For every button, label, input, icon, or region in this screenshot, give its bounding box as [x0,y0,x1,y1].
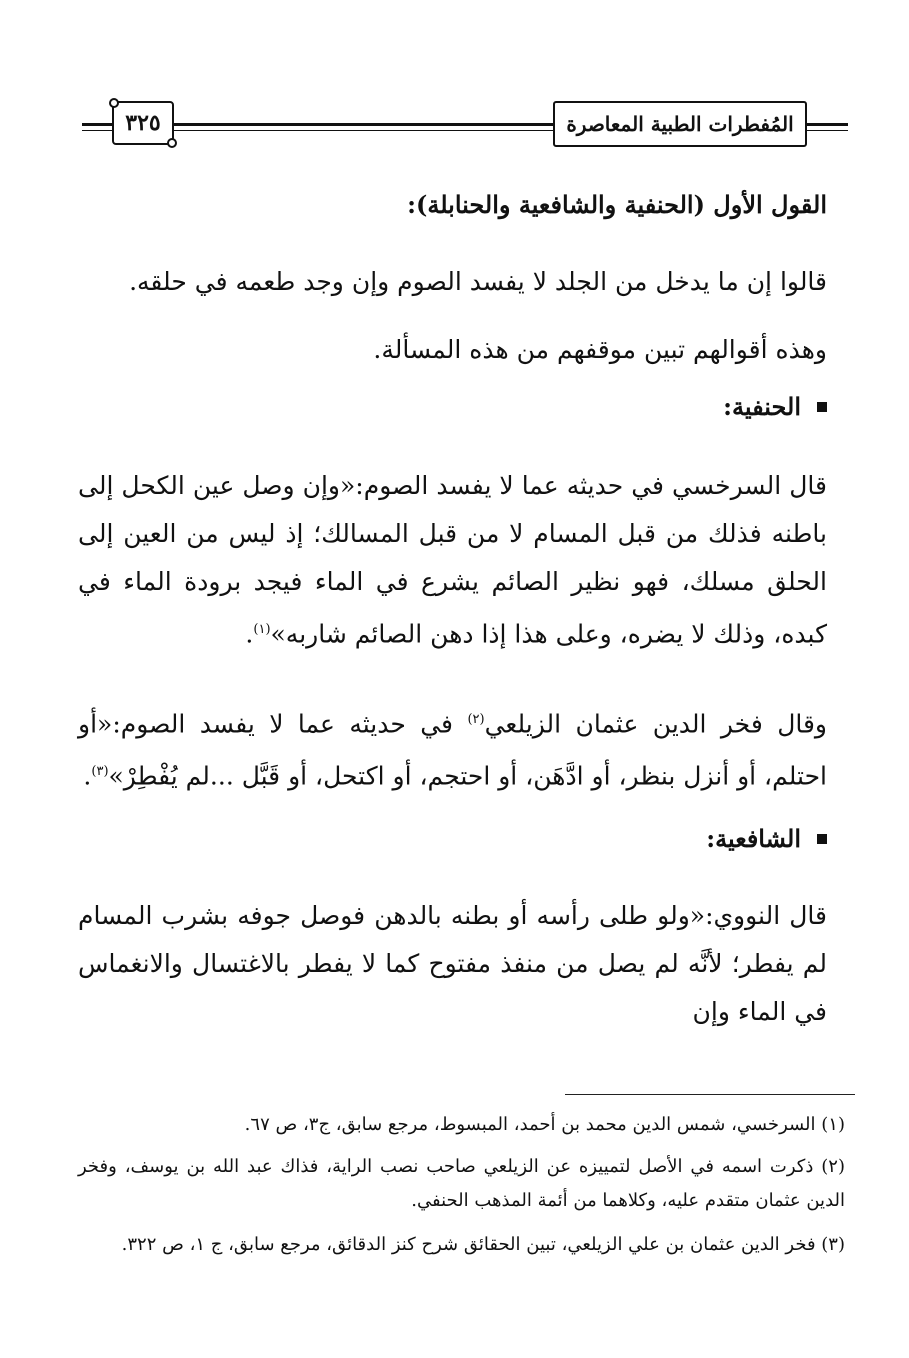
paragraph-2: وهذه أقوالهم تبين موقفهم من هذه المسألة. [373,335,827,364]
sarakhsi-quote: قال السرخسي في حديثه عما لا يفسد الصوم:«وإن وصل عين الكحل إلى باطنه فذلك من قبل المسام لا من قبل المسالك؛ إذ ليس من العين إلى الحلق مسلك، فهو نظير الصائم يشرع في الماء فيجد برودة الماء في كبده، وذلك لا يضره، وعلى هذا إذا دهن الصائم شاربه» [78,471,827,649]
hanafi-label: الحنفية: [723,392,801,421]
page-number: ٣٢٥ [112,101,174,145]
bullet-square-icon [817,402,827,412]
sarakhsi-end: . [245,619,254,649]
header-rule-middle-thin [172,130,553,131]
zaylai-quote: في حديثه عما لا يفسد الصوم:«أو احتلم، أو أنزل بنظر، أو ادَّهَن، أو احتجم، أو اكتحل، أو قَبَّل ...لم يُفْطِرْ» [78,709,827,791]
footnote-1: (١) السرخسي، شمس الدين محمد بن أحمد، المبسوط، مرجع سابق، ج٣، ص ٦٧. [244,1114,845,1135]
footnote-ref-1: (١) [253,622,271,637]
section-heading: القول الأول (الحنفية والشافعية والحنابلة): [407,190,827,219]
running-header-title: المُفطرات الطبية المعاصرة [553,101,807,147]
header-rule-right-thin [805,130,848,131]
paragraph-sarakhsi [78,462,827,658]
shafii-label: الشافعية: [706,824,801,853]
paragraph-zaylai [78,696,827,801]
bullet-square-icon [817,834,827,844]
footnote-2: (٢) ذكرت اسمه في الأصل لتمييزه عن الزيلعي صاحب نصب الراية، فذاك عبد الله بن يوسف، وفخر الدين عثمان متقدم عليه، وكلاهما من أئمة المذهب الحنفي. [78,1156,845,1211]
header-rule-left-thin [82,130,112,131]
header-rule-middle [172,123,553,126]
paragraph-nawawi: قال النووي:«ولو طلى رأسه أو بطنه بالدهن فوصل جوفه بشرب المسام لم يفطر؛ لأنَّه لم يصل من منفذ مفتوح كما لا يفطر بالاغتسال والانغماس في الماء وإن [78,901,827,1026]
header-rule-left [82,123,112,126]
hanafi-subheading [78,392,827,421]
zaylai-intro: وقال فخر الدين عثمان الزيلعي [484,709,827,739]
paragraph-1: قالوا إن ما يدخل من الجلد لا يفسد الصوم وإن وجد طعمه في حلقه. [129,267,827,296]
footnote-3: (٣) فخر الدين عثمان بن علي الزيلعي، تبين الحقائق شرح كنز الدقائق، مرجع سابق، ج ١، ص ٣٢٢. [121,1234,845,1255]
footnote-separator [565,1094,855,1095]
zaylai-end: . [83,761,92,791]
footnote-ref-2: (٢) [467,712,485,727]
header-rule-right [805,123,848,126]
shafii-subheading [78,824,827,853]
footnote-ref-3: (٣) [91,764,109,780]
